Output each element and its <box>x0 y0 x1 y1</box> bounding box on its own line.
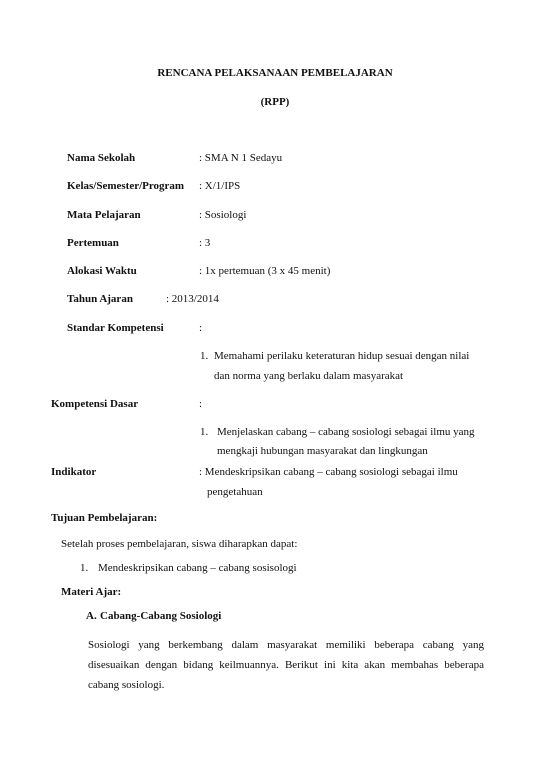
section-letter: A. <box>86 610 97 622</box>
sk-item-line2: dan norma yang berlaku dalam masyarakat <box>214 370 404 382</box>
value-kompetensi-dasar: : <box>199 398 203 410</box>
kd-item-line1: Menjelaskan cabang – cabang sosiologi sebagai ilmu yang <box>217 426 475 438</box>
indikator-line1: : Mendeskripsikan cabang – cabang sosiologi sebagai ilmu <box>199 466 458 478</box>
section-title: Cabang-Cabang Sosiologi <box>100 610 222 622</box>
kd-item-number: 1. <box>200 426 209 438</box>
label-kelas-semester: Kelas/Semester/Program <box>67 180 185 192</box>
value-pertemuan: : 3 <box>199 237 211 249</box>
value-kelas-semester: : X/1/IPS <box>199 180 241 192</box>
sk-item-number: 1. <box>200 350 209 362</box>
value-tahun-ajaran: : 2013/2014 <box>166 293 219 305</box>
label-pertemuan: Pertemuan <box>67 237 119 249</box>
label-nama-sekolah: Nama Sekolah <box>67 152 136 164</box>
label-indikator: Indikator <box>51 466 97 478</box>
tujuan-intro: Setelah proses pembelajaran, siswa diharapkan dapat: <box>61 538 298 550</box>
label-kompetensi-dasar: Kompetensi Dasar <box>51 398 139 410</box>
value-standar-kompetensi: : <box>199 322 203 334</box>
tujuan-item-number: 1. <box>80 562 89 574</box>
materi-paragraph: Sosiologi yang berkembang dalam masyarakat memiliki beberapa cabang yang disesuaikan dengan bidang keilmuannya. Berikut ini kita akan membahas beberapa cabang sosiologi. <box>88 639 484 691</box>
value-nama-sekolah: : SMA N 1 Sedayu <box>199 152 283 164</box>
label-tahun-ajaran: Tahun Ajaran <box>67 293 133 305</box>
value-alokasi-waktu: : 1x pertemuan (3 x 45 menit) <box>199 265 331 277</box>
label-mata-pelajaran: Mata Pelajaran <box>67 209 141 221</box>
kd-item-line2: mengkaji hubungan masyarakat dan lingkungan <box>217 445 428 457</box>
tujuan-item-text: Mendeskripsikan cabang – cabang sosisologi <box>98 562 297 574</box>
indikator-line2: pengetahuan <box>207 486 263 498</box>
label-standar-kompetensi: Standar Kompetensi <box>67 322 164 334</box>
label-alokasi-waktu: Alokasi Waktu <box>67 265 137 277</box>
heading-tujuan-pembelajaran: Tujuan Pembelajaran: <box>51 512 158 524</box>
document-title: RENCANA PELAKSANAAN PEMBELAJARAN <box>157 67 393 79</box>
heading-materi-ajar: Materi Ajar: <box>61 586 122 598</box>
value-mata-pelajaran: : Sosiologi <box>199 209 247 221</box>
document-subtitle: (RPP) <box>260 96 290 108</box>
sk-item-line1: Memahami perilaku keteraturan hidup sesuai dengan nilai <box>214 350 470 362</box>
